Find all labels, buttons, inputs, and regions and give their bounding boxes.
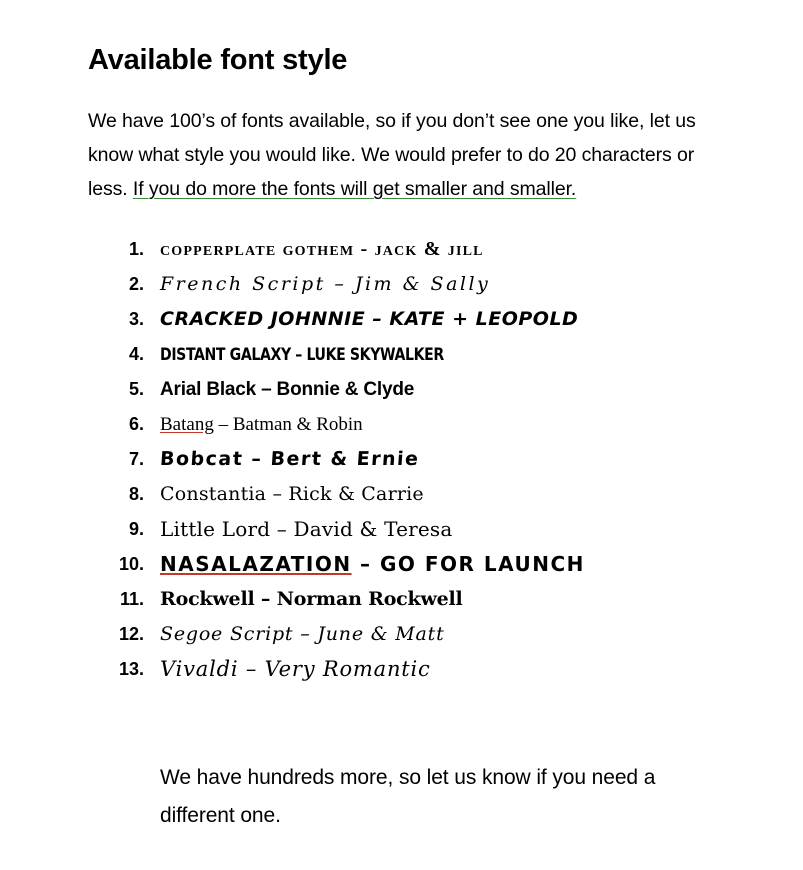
list-item: [128, 477, 800, 512]
list-item-number: 10.: [118, 554, 144, 574]
list-item-number: 8.: [128, 484, 144, 504]
list-item: [118, 617, 800, 652]
font-sample-rockwell: Rockwell – Norman Rockwell: [160, 588, 463, 610]
intro-text-part2-underlined: If you do more the fonts will get smaller and smaller.: [132, 177, 577, 200]
list-item-number: 11.: [119, 589, 144, 609]
list-item: [128, 442, 800, 477]
font-sample-nasalazation-name: NASALAZATION: [160, 552, 352, 576]
font-sample-constantia: Constantia – Rick & Carrie: [160, 483, 424, 505]
font-sample-bobcat: Bobcat – Bert & Ernie: [159, 448, 421, 470]
list-item: [128, 512, 800, 547]
font-sample-distant-galaxy: DISTANT GALAXY – LUKE SKYWALKER: [160, 345, 444, 365]
closing-paragraph: We have hundreds more, so let us know if you need a different one.: [160, 766, 656, 827]
list-item: [118, 547, 800, 582]
font-sample-copperplate-gothem: copperplate gothem - jack & jill: [160, 238, 484, 260]
list-item-number: 7.: [128, 449, 144, 469]
list-item: [128, 337, 800, 372]
list-item-number: 1.: [128, 239, 144, 259]
font-sample-batang-rest: – Batman & Robin: [213, 414, 363, 435]
font-sample-batang-name: Batang: [160, 414, 214, 435]
font-sample-nasalazation-rest: – GO FOR LAUNCH: [351, 552, 585, 576]
font-sample-french-script: French Script – Jim & Sally: [160, 273, 491, 295]
list-item: [128, 407, 800, 442]
font-sample-nasalazation: [160, 547, 585, 582]
list-item-number: 3.: [128, 309, 144, 329]
list-item-number: 2.: [128, 274, 144, 294]
list-item: [128, 267, 800, 302]
list-item-number: 9.: [128, 519, 144, 539]
list-item: [128, 232, 800, 267]
list-item: [128, 372, 800, 407]
font-sample-batang: [160, 407, 363, 442]
font-sample-little-lord: Little Lord – David & Teresa: [160, 517, 453, 541]
page-title: Available font style: [88, 44, 348, 77]
list-item-number: 13.: [118, 659, 144, 679]
font-sample-cracked-johnnie: CRACKED JOHNNIE – KATE + LEOPOLD: [160, 308, 579, 330]
font-sample-segoe-script: Segoe Script – June & Matt: [160, 623, 445, 645]
intro-paragraph: [88, 104, 702, 206]
list-item-number: 12.: [118, 624, 144, 644]
font-sample-list: [96, 232, 800, 687]
intro-text-part1: We have 100’s of fonts available, so if you don’t see one you like, let us know what style you would like. We would prefer to do 20 characters or less.: [88, 109, 696, 200]
list-item-number: 6.: [128, 414, 144, 434]
list-item: [128, 302, 800, 337]
list-item: [119, 582, 800, 617]
list-item: [118, 652, 800, 687]
font-sample-arial-black: Arial Black – Bonnie & Clyde: [160, 379, 415, 400]
list-item-number: 4.: [128, 344, 144, 364]
list-item-number: 5.: [128, 379, 144, 399]
font-sample-vivaldi: Vivaldi – Very Romantic: [160, 657, 431, 681]
